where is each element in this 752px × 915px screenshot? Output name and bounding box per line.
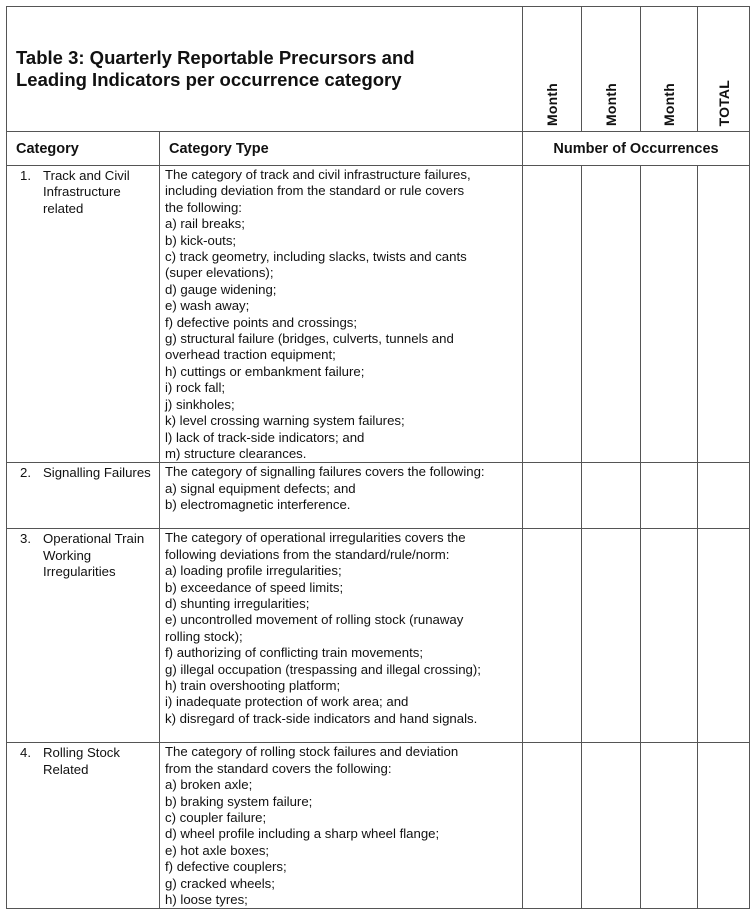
month-header-2 (582, 7, 641, 132)
category-type-line: b) exceedance of speed limits; (165, 579, 344, 595)
category-type-line: b) kick-outs; (165, 232, 237, 248)
month-count-cell[interactable] (523, 529, 582, 743)
category-type-line: e) hot axle boxes; (165, 842, 270, 858)
month-header-1 (523, 7, 582, 132)
category-name: Rolling Stock Related (43, 745, 120, 777)
category-number: 3. (20, 531, 31, 547)
total-header-label: TOTAL (715, 79, 732, 126)
category-type-line: d) shunting irregularities; (165, 595, 310, 611)
category-name: Track and Civil Infrastructure related (43, 168, 130, 216)
category-type-line: including deviation from the standard or rule covers (165, 183, 465, 199)
month-header-3-label: Month (661, 83, 678, 126)
table-title-line2: Leading Indicators per occurrence category (16, 69, 402, 90)
month-header-2-label: Month (603, 83, 620, 126)
category-type-line: f) defective couplers; (165, 859, 287, 875)
table-row (7, 166, 750, 463)
month-count-cell[interactable] (523, 743, 582, 909)
table-row (7, 529, 750, 743)
category-type-line: i) rock fall; (165, 380, 226, 396)
category-name: Operational Train Working Irregularities (43, 531, 145, 580)
category-type-line: g) illegal occupation (trespassing and illegal crossing); (165, 661, 481, 677)
category-type-line: the following: (165, 199, 242, 215)
category-number: 2. (20, 465, 31, 481)
category-type-line: h) cuttings or embankment failure; (165, 363, 365, 379)
table-title (7, 7, 523, 132)
category-type-line: k) level crossing warning system failures; (165, 413, 405, 429)
category-type-line: j) sinkholes; (165, 396, 235, 412)
category-type-line: b) braking system failure; (165, 793, 313, 809)
category-type-column-header: Category Type (160, 132, 523, 166)
category-type-line: h) train overshooting platform; (165, 677, 341, 693)
month-count-cell[interactable] (641, 463, 698, 529)
category-name: Signalling Failures (43, 465, 151, 481)
category-type-cell (160, 743, 523, 909)
category-type-line: d) gauge widening; (165, 281, 277, 297)
table-title-line1: Table 3: Quarterly Reportable Precursors and (16, 47, 415, 68)
category-type-line: following deviations from the standard/rule/norm: (165, 546, 450, 562)
category-type-line: (super elevations); (165, 265, 274, 281)
category-type-line: e) uncontrolled movement of rolling stock (runaway (165, 612, 464, 628)
category-type-line: c) coupler failure; (165, 809, 267, 825)
category-type-line: f) authorizing of conflicting train movements; (165, 645, 424, 661)
month-count-cell[interactable] (523, 463, 582, 529)
category-type-line: from the standard covers the following: (165, 760, 392, 776)
month-count-cell[interactable] (641, 166, 698, 463)
category-type-line: g) structural failure (bridges, culverts, tunnels and (165, 331, 454, 347)
occurrence-table (6, 6, 750, 909)
category-type-line: g) cracked wheels; (165, 875, 275, 891)
category-cell (7, 529, 160, 743)
category-type-line: b) electromagnetic interference. (165, 497, 351, 513)
total-count-cell[interactable] (698, 463, 750, 529)
category-type-line: The category of operational irregularities covers the (165, 530, 466, 546)
category-type-line: l) lack of track-side indicators; and (165, 429, 365, 445)
category-type-line: overhead traction equipment; (165, 347, 336, 363)
category-type-line: a) broken axle; (165, 777, 253, 793)
month-count-cell[interactable] (641, 529, 698, 743)
month-count-cell[interactable] (523, 166, 582, 463)
category-type-line: h) loose tyres; (165, 891, 248, 907)
category-cell (7, 166, 160, 463)
category-number: 4. (20, 745, 31, 761)
category-type-line: d) wheel profile including a sharp wheel flange; (165, 826, 440, 842)
month-header-3 (641, 7, 698, 132)
occurrences-column-header: Number of Occurrences (523, 132, 750, 166)
category-type-line: The category of rolling stock failures and deviation (165, 744, 459, 760)
category-column-header: Category (7, 132, 160, 166)
category-type-cell (160, 529, 523, 743)
title-row (7, 7, 750, 132)
category-type-line: k) disregard of track-side indicators and hand signals. (165, 710, 478, 726)
month-count-cell[interactable] (582, 529, 641, 743)
category-type-line: rolling stock); (165, 628, 243, 644)
month-count-cell[interactable] (582, 463, 641, 529)
category-type-line: a) loading profile irregularities; (165, 563, 342, 579)
category-cell (7, 743, 160, 909)
category-type-line: f) defective points and crossings; (165, 314, 358, 330)
category-number: 1. (20, 168, 31, 183)
total-count-cell[interactable] (698, 166, 750, 463)
category-type-line: i) inadequate protection of work area; and (165, 694, 409, 710)
column-header-row (7, 132, 750, 166)
category-type-line: a) rail breaks; (165, 216, 245, 232)
category-cell (7, 463, 160, 529)
category-type-line: c) track geometry, including slacks, twists and cants (165, 249, 467, 265)
total-header (698, 7, 750, 132)
category-type-line: The category of track and civil infrastructure failures, (165, 167, 471, 182)
table-body (7, 166, 750, 909)
total-count-cell[interactable] (698, 743, 750, 909)
category-type-line: e) wash away; (165, 298, 250, 314)
category-type-line: The category of signalling failures covers the following: (165, 464, 485, 480)
category-type-cell (160, 463, 523, 529)
category-type-line: a) signal equipment defects; and (165, 480, 356, 496)
month-count-cell[interactable] (641, 743, 698, 909)
category-type-line: m) structure clearances. (165, 445, 307, 461)
category-type-cell (160, 166, 523, 463)
month-count-cell[interactable] (582, 743, 641, 909)
total-count-cell[interactable] (698, 529, 750, 743)
month-count-cell[interactable] (582, 166, 641, 463)
table-row (7, 463, 750, 529)
month-header-1-label: Month (544, 83, 561, 126)
table-row (7, 743, 750, 909)
